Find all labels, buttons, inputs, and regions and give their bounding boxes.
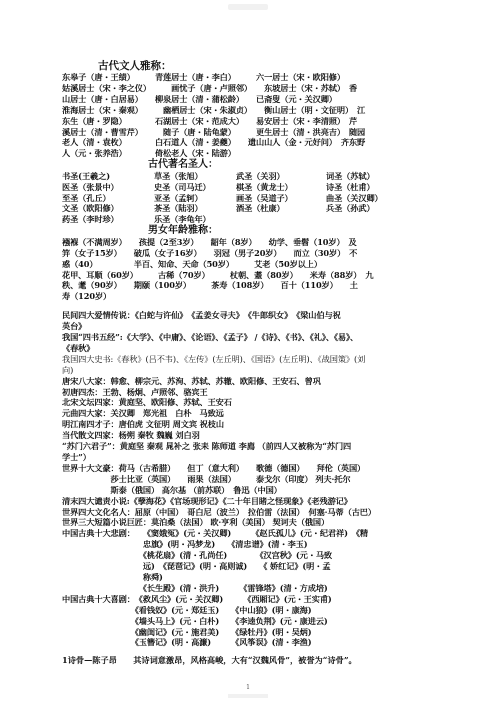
text-line: 当代散文四家：杨朔 秦牧 魏巍 刘白羽: [62, 430, 200, 441]
text-line: 向): [62, 364, 74, 375]
text-line: 世界三大短篇小说巨匠：莫泊桑（法国） 欧·亨利（美国） 契诃夫（俄国）: [62, 517, 330, 528]
saints-row: [62, 203, 480, 214]
text-line: 花甲、耳顺（60岁） 古稀（70岁） 杖朝、耋（80岁） 米寿（88岁） 九: [62, 269, 374, 280]
text-line: 惑（40） 半百、知命、天命（50岁） 艾老（50岁以上）: [62, 258, 322, 269]
saint-cell: 药圣（李时珍）: [62, 214, 119, 225]
text-line: 山居士（唐・白居易） 柳泉居士（清・蒲松龄） 已斋叟（元・关汉卿）: [62, 93, 337, 104]
text-line: 秩、耄（90岁） 期颐（100岁） 茶寿（108岁） 百十（110岁） 土: [62, 280, 358, 291]
text-line: 称舜): [62, 571, 163, 582]
saint-cell: 曲圣（关汉卿）: [326, 192, 383, 203]
ages-block: [62, 237, 480, 302]
saints-row: [62, 193, 480, 204]
text-line: 《墙头马上》(元・白朴) 《李逵负荆》(元・康进云): [62, 615, 328, 626]
text-line: 东生（唐・罗隐） 石湖居士（宋・范成大） 易安居士（宋・李清照） 芹: [62, 115, 358, 126]
text-line: 人（元・张养浩） 倚松老人（宋・陆游）: [62, 148, 236, 159]
text-line: 世界十大文豪：荷马（古希腊） 但丁（意大利） 歌德（德国） 拜伦（英国）: [62, 462, 366, 473]
section-heading-famous: 古代著名圣人：: [148, 159, 218, 171]
text-line: 姑溪居士（宋・李之仪） 画忧子（唐・卢照邻） 东坡居士（宋・苏轼） 香: [62, 82, 358, 93]
misc-block: [62, 310, 480, 648]
text-line: 东皋子（唐・王绩） 青莲居士（唐・李白） 六一居士（宋・欧阳修）: [62, 72, 345, 82]
saints-row: [62, 214, 480, 225]
text-line: 学士”）: [62, 452, 91, 462]
section-heading-ages: 男女年龄雅称：: [148, 225, 218, 237]
text-line: 明江南四才子：唐伯虎 文征明 周文宾 祝枝山: [62, 419, 224, 430]
text-line: 世界四大文化名人：屈原（中国） 哥白尼（波兰） 拉伯雷（法国） 何塞·马蒂（古巴）: [62, 506, 376, 517]
text-line: 襁褓（不满周岁） 孩提（2至3岁） 龆年（8岁） 幼学、垂髫（10岁） 及: [62, 236, 357, 247]
saints-row: [62, 182, 480, 193]
document-body: [62, 60, 480, 648]
text-line: 淮海居士（宋・秦观） 幽栖居士（宋・朱淑贞） 衡山居士（明・文征明） 江: [62, 104, 366, 115]
saint-cell: 棋圣（黄龙士）: [236, 181, 293, 192]
saint-cell: 医圣（张景中）: [62, 181, 119, 192]
text-line: 中国古典十大喜剧： 《救风尘》(元・关汉卿) 《西厢记》(元・王实甫): [62, 593, 332, 604]
text-line: 忠旗》(明・冯梦龙) 《清忠谱》(清・李玉): [62, 539, 308, 550]
text-line: “苏门六君子”：黄庭坚 秦观 晁补之 张耒 陈师道 李廌 （前四人又被称为“苏门四: [62, 441, 352, 452]
text-line: 民间四大爱情传说：《白蛇与许仙》 《孟姜女寻夫》 《牛郎织女》 《梁山伯与祝: [62, 310, 341, 321]
text-line: 元曲四大家：关汉卿 郑光祖 白朴 马致远: [62, 408, 224, 419]
saint-cell: 史圣（司马迁）: [154, 181, 211, 192]
saint-cell: 武圣（关羽）: [236, 170, 285, 181]
footer-mark: [228, 694, 268, 698]
saint-cell: 酒圣（杜康）: [236, 203, 285, 214]
page-header: [0, 4, 496, 14]
text-line: 英台》: [62, 321, 87, 332]
text-line: 《玉簪记》(明・高濂) 《风筝误》(清・李渔): [62, 637, 312, 648]
text-line: 清末四大谴责小说:《孽海花》《官场现形记》《二十年目睹之怪现象》《老残游记》: [62, 495, 352, 506]
saint-cell: 书圣(王羲之): [62, 170, 110, 181]
text-line: 溪居士（清・曹雪芹） 随子（唐・陆龟蒙） 更生居士（清・洪亮吉） 随园: [62, 126, 366, 137]
saint-cell: 诗圣（杜甫）: [326, 181, 375, 192]
text-line: 斯泰（俄国） 高尔基 （前苏联） 鲁迅（中国）: [62, 484, 282, 495]
saints-table: [62, 171, 480, 226]
text-line: 笄（女子15岁） 破瓜（女子16岁） 羽冠（男子20岁） 而立（30岁） 不: [62, 247, 358, 258]
saint-cell: 文圣（欧阳修）: [62, 203, 119, 214]
text-line: 远) 《琵琶记》(明・高则诚) 《 娇红记》(明・孟: [62, 561, 331, 572]
saint-cell: 茶圣（陆羽）: [154, 203, 203, 214]
text-line: 唐宋八大家：韩愈、柳宗元、苏洵、苏轼、苏辙、欧阳修、王安石、曾巩: [62, 375, 321, 386]
text-line: 《看钱奴》(元・郑廷玉) 《中山狼》(明・康海): [62, 604, 312, 615]
saint-cell: 词圣（苏轼）: [326, 170, 375, 181]
ancient-names-block: [62, 72, 480, 159]
text-line: 《春秋》: [62, 342, 95, 353]
text-line: 莎士比亚（英国） 雨果（法国） 泰戈尔（印度） 列夫·托尔: [62, 473, 351, 484]
saint-cell: 乐圣（李龟年）: [154, 214, 211, 225]
text-line: 《长生殿》(清・洪升) 《雷锋塔》(清・方成培): [62, 582, 328, 593]
saints-row: [62, 171, 480, 182]
poet-line: 1诗骨—陈子昂 其诗词意激昂，风格高峻，大有“汉魏风骨”，被誉为“诗骨”。: [62, 655, 357, 665]
text-line: 初唐四杰：王勃、杨炯、卢照邻、骆宾王: [62, 386, 208, 397]
text-line: 我国“四书五经”:《大学》、《中庸》、《论语》、《孟子》 /《诗》、《书》、《礼》、《易》、: [62, 332, 359, 343]
text-line: 中国古典十大悲剧： 《窦娥冤》(元・关汉卿) 《赵氏孤儿》(元・纪君祥) 《精: [62, 528, 369, 539]
text-line: 寿（120岁）: [62, 291, 112, 302]
saint-cell: 草圣（张旭）: [154, 170, 203, 181]
text-line: 《桃花扇》(清・孔尚任) 《汉宫秋》(元・马致: [62, 550, 333, 561]
section-heading-ancient: 古代文人雅称：: [98, 60, 172, 72]
page-number: 1: [246, 684, 250, 691]
text-line: 北宋文坛四家：黄庭坚、欧阳修、苏轼、王安石: [62, 397, 232, 408]
text-line: 我国四大史书:《春秋》(吕不韦)、《左传》(左丘明)、《国语》(左丘明)、《战国策》(刘: [62, 353, 366, 364]
text-line: 老人（清・袁枚） 白石道人（清・姜夔） 遗山山人（金・元好问） 齐东野: [62, 137, 366, 148]
saint-cell: 兵圣（孙武）: [326, 203, 375, 214]
text-line: 《幽闺记》(元・施君美) 《绿牡丹》(明・吴炳): [62, 626, 312, 637]
watermark: [228, 4, 268, 10]
saint-cell: 至圣（孔丘）: [62, 192, 111, 203]
saint-cell: 画圣（吴道子）: [236, 192, 293, 203]
saint-cell: 亚圣（孟轲）: [154, 192, 203, 203]
